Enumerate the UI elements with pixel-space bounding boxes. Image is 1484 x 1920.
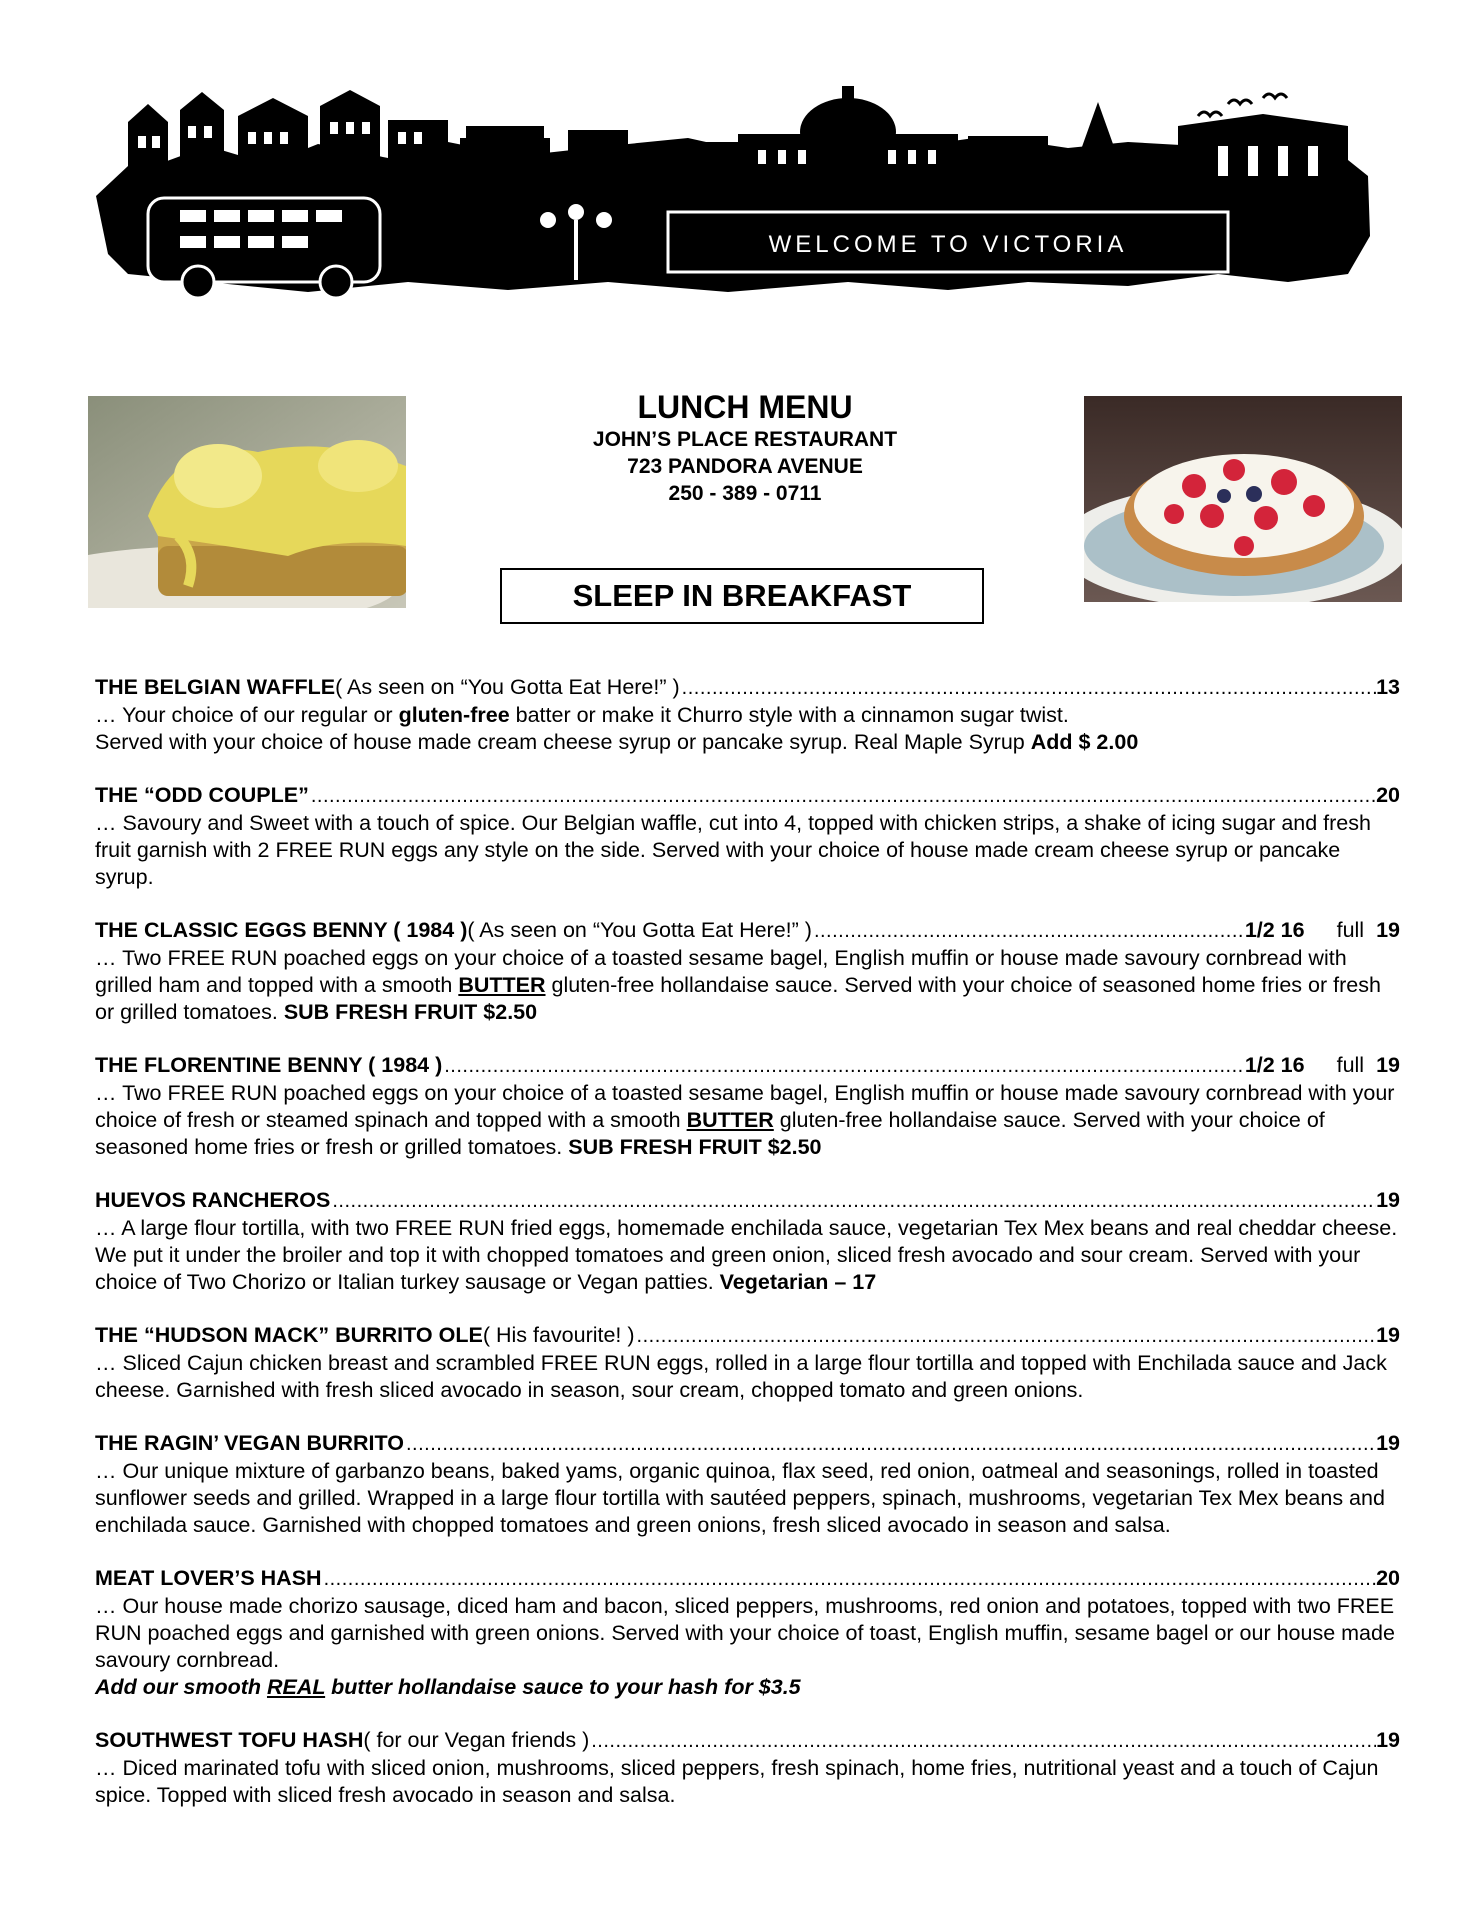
price-full-label: full (1336, 1053, 1365, 1077)
item-note: ( for our Vegan friends ) (363, 1728, 590, 1752)
menu-item-odd-couple (95, 782, 1400, 891)
item-price-half: 1/2 16 (1244, 918, 1305, 942)
section-title-box: SLEEP IN BREAKFAST (500, 568, 984, 624)
menu-items (95, 674, 1400, 1835)
item-name: THE CLASSIC EGGS BENNY ( 1984 ) (95, 918, 468, 942)
item-price: 19 (1376, 1188, 1400, 1212)
price-full-value: 19 (1376, 918, 1400, 942)
item-price: 20 (1376, 1566, 1400, 1590)
desc-text: … Two FREE RUN poached eggs on your choice of a toasted sesame bagel, English muffin or house made savoury cornbread with grilled ham and topped with a smooth (95, 946, 1347, 997)
item-name: THE RAGIN’ VEGAN BURRITO (95, 1431, 404, 1455)
item-name: THE “ODD COUPLE” (95, 783, 309, 807)
item-title-row (95, 917, 1400, 945)
item-description (95, 1215, 1400, 1296)
leader-dots (812, 918, 1245, 945)
menu-item-belgian-waffle (95, 674, 1400, 756)
menu-item-ragin-vegan-burrito (95, 1430, 1400, 1539)
item-price: 19 (1376, 1728, 1400, 1752)
item-title-row (95, 1565, 1400, 1593)
berry-waffle-photo (1084, 396, 1402, 602)
leader-dots (680, 675, 1376, 702)
item-name: MEAT LOVER’S HASH (95, 1566, 322, 1590)
item-price-full (1337, 1052, 1400, 1079)
menu-item-florentine-benny (95, 1052, 1400, 1161)
item-price-full (1337, 917, 1400, 944)
leader-dots (309, 783, 1376, 810)
item-title-row (95, 782, 1400, 810)
item-price-half: 1/2 16 (1244, 1053, 1305, 1077)
desc-text: Served with your choice of house made cream cheese syrup or pancake syrup. Real Maple Syrup (95, 730, 1031, 754)
item-name: THE FLORENTINE BENNY ( 1984 ) (95, 1053, 443, 1077)
item-note: ( As seen on “You Gotta Eat Here!” ) (335, 675, 680, 699)
leader-dots (330, 1188, 1376, 1215)
item-price: 19 (1376, 1431, 1400, 1455)
desc-emphasis: BUTTER (686, 1108, 774, 1132)
item-description (95, 1080, 1400, 1161)
menu-item-hudson-mack-burrito (95, 1322, 1400, 1404)
desc-text: batter or make it Churro style with a cinnamon sugar twist. (509, 703, 1069, 727)
menu-title: LUNCH MENU (637, 389, 853, 425)
item-title-row (95, 1052, 1400, 1080)
addon-text: butter hollandaise sauce to your hash for $3.5 (325, 1675, 801, 1699)
item-price: 13 (1376, 675, 1400, 699)
desc-text: gluten-free hollandaise sauce. Served with your choice of seasoned home fries or fresh or grilled tomatoes. (95, 973, 1381, 1024)
item-name: HUEVOS RANCHEROS (95, 1188, 331, 1212)
desc-emphasis: gluten-free (398, 703, 510, 727)
item-title-row (95, 1727, 1400, 1755)
item-note: ( His favourite! ) (482, 1323, 635, 1347)
item-description: … Savoury and Sweet with a touch of spice. Our Belgian waffle, cut into 4, topped with chicken strips, a shake of icing sugar and fresh fruit garnish with 2 FREE RUN eggs any style on the side. Served with your choice of house made cream cheese syrup or pancake syrup. (95, 811, 1371, 889)
welcome-sign-text: WELCOME TO VICTORIA (768, 231, 1128, 258)
desc-text: … A large flour tortilla, with two FREE RUN fried eggs, homemade enchilada sauce, vegetarian Tex Mex beans and real cheddar cheese. We put it under the broiler and top it with chopped tomatoes and green onion, sliced fresh avocado and sour cream. Served with your choice of Two Chorizo or Italian turkey sausage or Vegan patties. (95, 1216, 1398, 1294)
restaurant-address: 723 PANDORA AVENUE (627, 455, 863, 478)
price-full-label: full (1336, 918, 1365, 942)
item-name: THE “HUDSON MACK” BURRITO OLE (95, 1323, 483, 1347)
item-price: 19 (1376, 1323, 1400, 1347)
addon-emphasis: REAL (266, 1675, 326, 1699)
item-title-row (95, 1187, 1400, 1215)
addon-text: Add our smooth (95, 1675, 267, 1699)
menu-item-southwest-tofu-hash (95, 1727, 1400, 1809)
item-title-row (95, 1430, 1400, 1458)
item-description-2 (95, 729, 1400, 756)
desc-text: … Two FREE RUN poached eggs on your choice of a toasted sesame bagel, English muffin or house made savoury cornbread with your choice of fresh or steamed spinach and topped with a smooth (95, 1081, 1395, 1132)
item-description (95, 702, 1400, 729)
item-price: 20 (1376, 783, 1400, 807)
item-description (95, 945, 1400, 1026)
leader-dots (322, 1566, 1377, 1593)
menu-item-classic-eggs-benny (95, 917, 1400, 1026)
item-title-row (95, 674, 1400, 702)
desc-text: gluten-free hollandaise sauce. Served with your choice of seasoned home fries or fresh or grilled tomatoes. (95, 1108, 1325, 1159)
desc-emphasis: SUB FRESH FRUIT $2.50 (283, 1000, 538, 1024)
leader-dots (442, 1053, 1245, 1080)
item-name: SOUTHWEST TOFU HASH (95, 1728, 364, 1752)
desc-text: … Your choice of our regular or (95, 703, 399, 727)
eggs-benny-photo (88, 396, 406, 608)
menu-header (500, 388, 990, 507)
item-name: THE BELGIAN WAFFLE (95, 675, 336, 699)
restaurant-name: JOHN’S PLACE RESTAURANT (592, 428, 898, 451)
menu-item-meat-lovers-hash (95, 1565, 1400, 1701)
leader-dots (635, 1323, 1377, 1350)
item-description: … Our unique mixture of garbanzo beans, baked yams, organic quinoa, flax seed, red onion, oatmeal and seasonings, rolled in toasted sunflower seeds and grilled. Wrapped in a large flour tortilla with sautéed peppers, spinach, mushrooms, vegetarian Tex Mex beans and enchilada sauce. Garnished with chopped tomatoes and green onions, fresh sliced avocado in season and salsa. (95, 1459, 1385, 1537)
desc-emphasis: SUB FRESH FRUIT $2.50 (568, 1135, 822, 1159)
menu-item-huevos-rancheros (95, 1187, 1400, 1296)
item-addon-note (95, 1674, 1400, 1701)
price-full-value: 19 (1376, 1053, 1400, 1077)
item-description: … Diced marinated tofu with sliced onion, mushrooms, sliced peppers, fresh spinach, home fries, nutritional yeast and a touch of Cajun spice. Topped with sliced fresh avocado in season and salsa. (95, 1756, 1379, 1807)
leader-dots (589, 1728, 1376, 1755)
item-description: … Our house made chorizo sausage, diced ham and bacon, sliced peppers, mushrooms, red onion and potatoes, topped with two FREE RUN poached eggs and garnished with green onions. Served with your choice of toast, English muffin, sesame bagel or our house made savoury cornbread. (95, 1594, 1395, 1672)
desc-emphasis: Vegetarian – 17 (719, 1270, 877, 1294)
desc-emphasis: Add $ 2.00 (1030, 730, 1139, 754)
item-note: ( As seen on “You Gotta Eat Here!” ) (467, 918, 812, 942)
item-title-row (95, 1322, 1400, 1350)
desc-emphasis: BUTTER (458, 973, 546, 997)
victoria-skyline-banner (88, 86, 1384, 306)
item-description: … Sliced Cajun chicken breast and scrambled FREE RUN eggs, rolled in a large flour tortilla and topped with Enchilada sauce and Jack cheese. Garnished with fresh sliced avocado in season, sour cream, chopped tomato and green onions. (95, 1351, 1387, 1402)
leader-dots (404, 1431, 1376, 1458)
restaurant-phone: 250 - 389 - 0711 (668, 482, 822, 505)
